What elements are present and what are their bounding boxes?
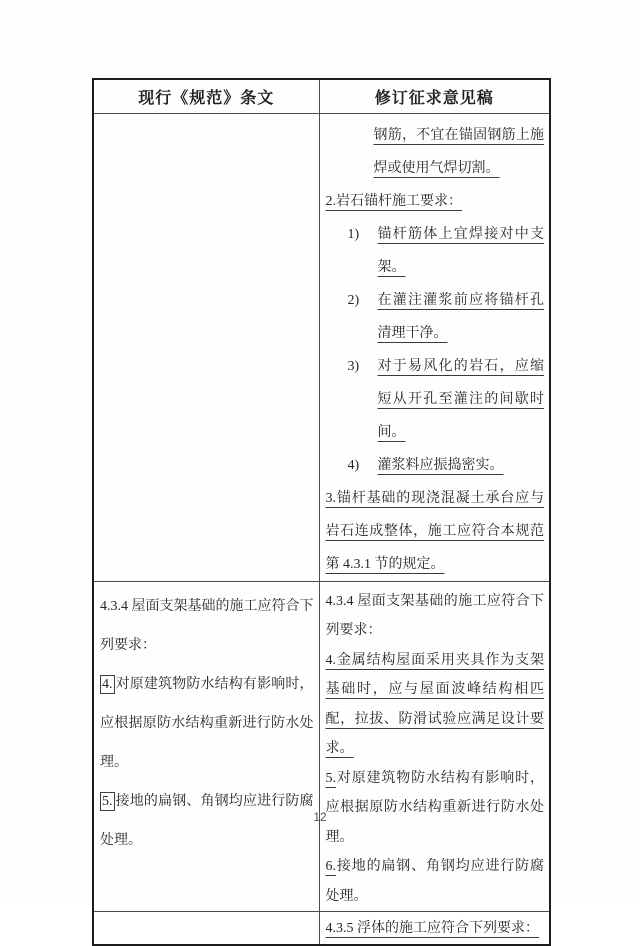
table-row-1: [93, 113, 550, 581]
revised-item-6-text: 接地的扁钢、角钢均应进行防腐处理。: [325, 859, 544, 904]
row1-current-cell-empty: [93, 113, 319, 581]
list-item-3-text: 对于易风化的岩石，应缩短从开孔至灌注的间歇时间。: [377, 358, 544, 440]
row2-current-cell: [93, 581, 319, 912]
revised-list-item-1: [326, 218, 545, 284]
row3-current-cell-empty: [93, 912, 319, 945]
table-header-row: [93, 79, 550, 113]
current-item-5-text: 接地的扁钢、角钢均应进行防腐处理。: [100, 793, 314, 848]
revised-continuation-text: 钢筋，不宜在锚固钢筋上施焊或使用气焊切割。: [373, 127, 544, 176]
revised-item-5-text: 对原建筑物防水结构有影响时，应根据原防水结构重新进行防水处理。: [325, 770, 544, 845]
revised-item2-heading: 2.岩石锚杆施工要求：: [325, 193, 462, 209]
current-item-4: [100, 665, 314, 782]
revised-list-item-4: [326, 449, 545, 482]
revised-item3-text: 3.锚杆基础的现浇混凝土承台应与岩石连成整体，施工应符合本规范第 4.3.1 节的规定。: [325, 490, 544, 572]
list-item-3-number: 3): [347, 358, 360, 374]
list-item-1-number: 1): [347, 226, 360, 242]
list-item-1-text: 锚杆筋体上宜焊接对中支架。: [377, 226, 544, 275]
list-item-2-number: 2): [347, 292, 360, 308]
current-item-5-number: 5.: [102, 793, 113, 809]
revised-item-5: [326, 764, 545, 853]
row2-revised-cell: [319, 581, 550, 912]
current-clause-434: 4.3.4 屋面支架基础的施工应符合下列要求：: [100, 598, 314, 653]
list-item-4-number: 4): [347, 457, 360, 473]
current-item-4-number: 4.: [102, 676, 113, 692]
revised-list-item-3: [326, 350, 545, 449]
list-item-4-text: 灌浆料应振捣密实。: [377, 457, 504, 473]
header-current-provisions: 现行《规范》条文: [93, 79, 319, 113]
list-item-2-text: 在灌注灌浆前应将锚杆孔清理干净。: [377, 292, 544, 341]
revised-list-item-2: [326, 284, 545, 350]
revised-item-6-number: 6.: [325, 859, 336, 874]
row1-revised-cell: [319, 113, 550, 581]
table-row-3: [93, 912, 550, 945]
page-number: 12: [313, 810, 327, 824]
current-item-4-text: 对原建筑物防水结构有影响时，应根据原防水结构重新进行防水处理。: [100, 676, 314, 770]
revised-item-5-number: 5.: [325, 770, 336, 786]
revised-clause-434: 4.3.4 屋面支架基础的施工应符合下列要求：: [325, 593, 544, 638]
row3-revised-cell: [319, 912, 550, 945]
revised-clause-435: 4.3.5 浮体的施工应符合下列要求：: [325, 921, 539, 936]
header-revised-draft: 修订征求意见稿: [319, 79, 550, 113]
revised-new-item-4: 4.金属结构屋面采用夹具作为支架基础时，应与屋面波峰结构相匹配，拉拔、防滑试验应满足设计要求。: [325, 652, 544, 756]
revised-item-6: [326, 852, 545, 911]
table-row-2: [93, 581, 550, 912]
